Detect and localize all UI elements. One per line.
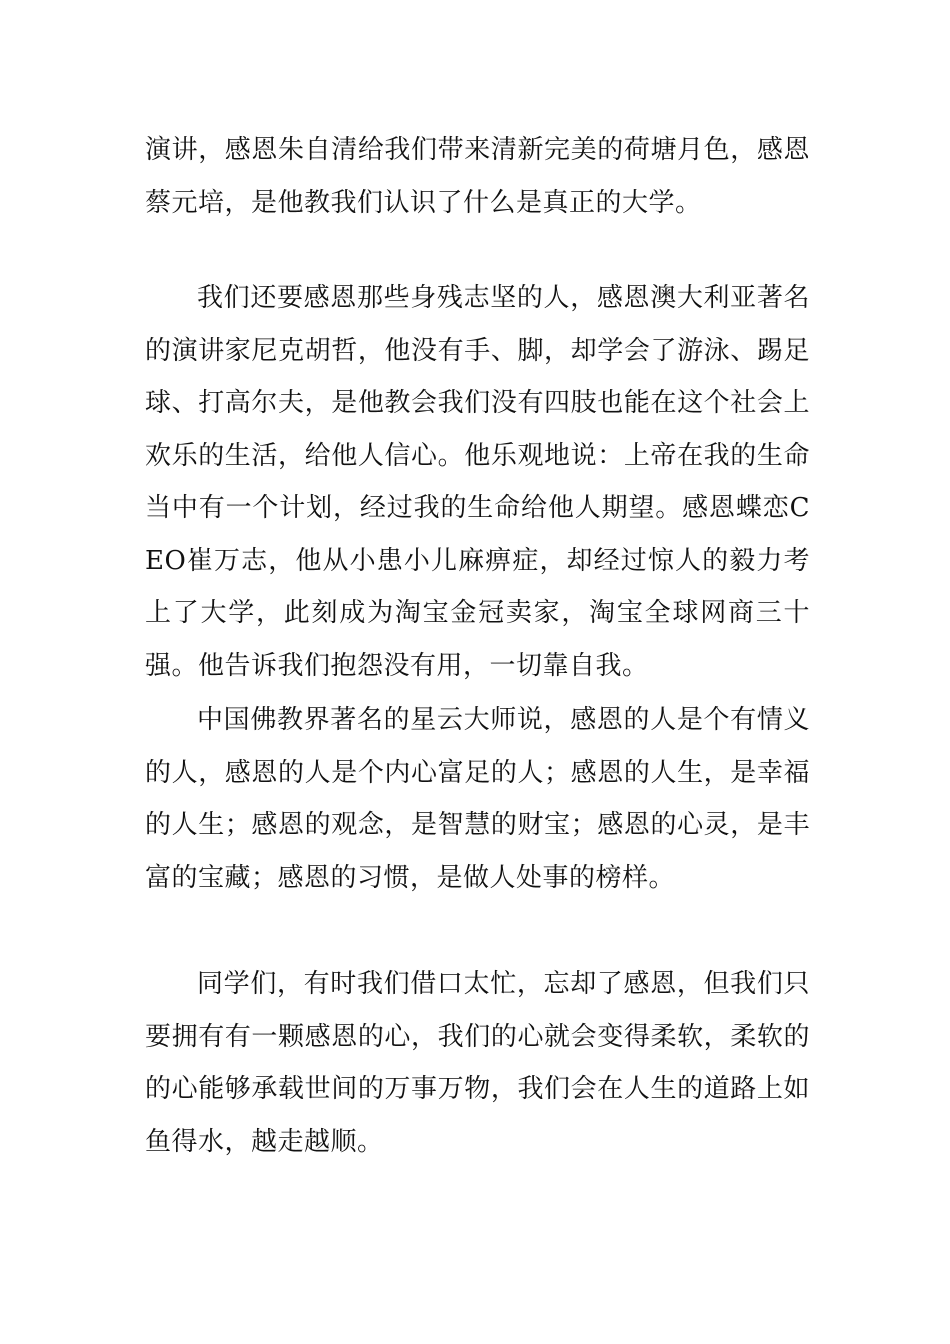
paragraph-4: 同学们，有时我们借口太忙，忘却了感恩，但我们只要拥有有一颗感恩的心，我们的心就会变得柔软，柔软的的心能够承载世间的万事万物，我们会在人生的道路上如鱼得水，越走越顺。: [145, 969, 810, 1157]
paragraph-1: 演讲，感恩朱自清给我们带来清新完美的荷塘月色，感恩蔡元培，是他教我们认识了什么是真正的大学。: [145, 135, 810, 218]
paragraph-2: 我们还要感恩那些身残志坚的人，感恩澳大利亚著名的演讲家尼克胡哲，他没有手、脚，却学会了游泳、踢足球、打高尔夫，是他教会我们没有四肢也能在这个社会上欢乐的生活，给他人信心。他乐观地说：上帝在我的生命当中有一个计划，经过我的生命给他人期望。感恩蝶恋CEO崔万志，他从小患小儿麻痹症，却经过惊人的毅力考上了大学，此刻成为淘宝金冠卖家，淘宝全球网商三十强。他告诉我们抱怨没有用，一切靠自我。: [145, 283, 810, 681]
paragraph-3: 中国佛教界著名的星云大师说，感恩的人是个有情义的人，感恩的人是个内心富足的人；感恩的人生，是幸福的人生；感恩的观念，是智慧的财宝；感恩的心灵，是丰富的宝藏；感恩的习惯，是做人处事的榜样。: [145, 705, 810, 893]
